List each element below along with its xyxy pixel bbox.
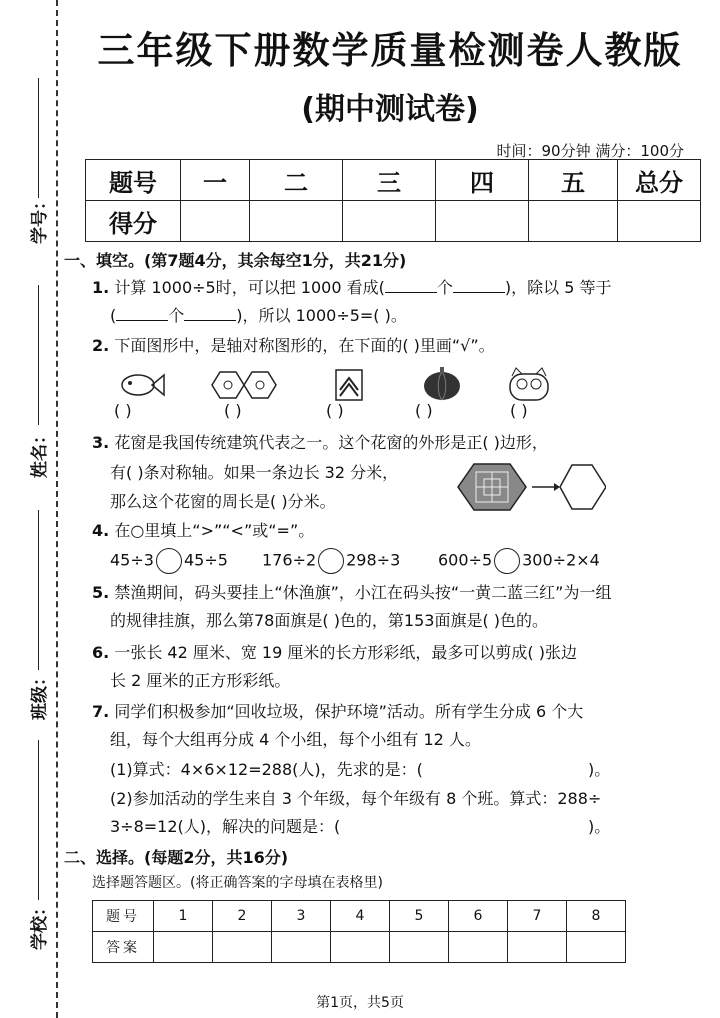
binding-margin — [0, 0, 52, 1018]
question-7-cont: 组，每个大组再分成 4 个小组，每个小组有 12 人。 — [110, 730, 481, 749]
answer-table — [92, 900, 626, 963]
question-number-cell: 5 — [390, 901, 449, 932]
answer-table-header: 题号 — [93, 901, 154, 932]
question-6: 6. 一张长 42 厘米、宽 19 厘米的长方形彩纸，最多可以剪成( )张边 — [92, 643, 577, 662]
compare-circle[interactable] — [156, 548, 182, 574]
question-7-part1-end: )。 — [588, 760, 611, 779]
score-cell[interactable] — [436, 201, 529, 242]
score-table — [85, 159, 701, 242]
score-col: 四 — [436, 160, 529, 201]
question-6-cont: 长 2 厘米的正方形彩纸。 — [110, 671, 291, 690]
question-5-cont: 的规律挂旗，那么第78面旗是( )色的，第153面旗是( )色的。 — [110, 611, 549, 630]
question-3: 3. 花窗是我国传统建筑代表之一。这个花窗的外形是正( )边形， — [92, 433, 548, 452]
question-1: 1. 计算 1000÷5时，可以把 1000 看成( 个 )，除以 5 等于 — [92, 278, 612, 297]
question-3-cont: 有( )条对称轴。如果一条边长 32 分米， — [110, 463, 399, 482]
question-number-cell: 1 — [154, 901, 213, 932]
question-7-part2-cont: 3÷8=12(人)，解决的问题是：( — [110, 817, 341, 836]
score-col: 总分 — [618, 160, 701, 201]
score-col: 一 — [181, 160, 250, 201]
page-subtitle: (期中测试卷) — [301, 92, 479, 127]
symmetry-figures — [112, 366, 592, 404]
window-figure — [456, 460, 606, 514]
score-cell[interactable] — [250, 201, 343, 242]
question-number: 3. — [92, 433, 110, 452]
answer-cell[interactable] — [154, 932, 213, 963]
name-line — [38, 285, 39, 425]
name-label: 姓名： — [30, 427, 50, 478]
answer-paren[interactable]: ( ) — [326, 401, 344, 420]
page-footer: 第1页，共5页 — [316, 995, 404, 1011]
page-title: 三年级下册数学质量检测卷人教版 — [97, 29, 683, 72]
class-line — [38, 510, 39, 670]
score-col: 三 — [343, 160, 436, 201]
answer-cell[interactable] — [272, 932, 331, 963]
question-number-cell: 7 — [508, 901, 567, 932]
question-3-cont: 那么这个花窗的周长是( )分米。 — [110, 492, 336, 511]
question-number: 1. — [92, 278, 110, 297]
question-5: 5. 禁渔期间，码头要挂上“休渔旗”，小江在码头按“一黄二蓝三红”为一组 — [92, 583, 612, 602]
answer-paren[interactable]: ( ) — [415, 401, 433, 420]
answer-blank[interactable] — [184, 306, 236, 321]
compare-circle[interactable] — [318, 548, 344, 574]
exam-meta: 时间：90分钟 满分：100分 — [496, 142, 684, 160]
answer-paren[interactable]: ( ) — [510, 401, 528, 420]
score-cell[interactable] — [181, 201, 250, 242]
fish-icon — [122, 375, 164, 395]
question-number-cell: 3 — [272, 901, 331, 932]
compare-item: 600÷5 300÷2×4 — [438, 548, 600, 574]
question-number: 2. — [92, 336, 110, 355]
student-id-label: 学号： — [30, 193, 50, 244]
answer-blank[interactable] — [453, 278, 505, 293]
question-7-part2-end: )。 — [588, 817, 611, 836]
question-7-part1: (1)算式：4×6×12=288(人)，先求的是：( — [110, 760, 423, 779]
answer-paren[interactable]: ( ) — [224, 401, 242, 420]
class-label: 班级： — [30, 669, 50, 720]
question-7: 7. 同学们积极参加“回收垃圾，保护环境”活动。所有学生分成 6 个大 — [92, 702, 584, 721]
compare-item: 45÷3 45÷5 — [110, 548, 228, 574]
student-id-line — [38, 78, 39, 198]
answer-cell[interactable] — [390, 932, 449, 963]
hexagon-icon — [560, 465, 606, 509]
answer-blank[interactable] — [385, 278, 437, 293]
arrow-square-icon — [336, 370, 362, 400]
section1-heading: 一、填空。(第7题4分，其余每空1分，共21分) — [64, 251, 407, 270]
question-7-part2: (2)参加活动的学生来自 3 个年级，每个年级有 8 个班。算式：288÷ — [110, 789, 602, 808]
score-col: 二 — [250, 160, 343, 201]
school-label: 学校： — [30, 899, 50, 950]
score-row-label: 得分 — [86, 201, 181, 242]
question-number-cell: 2 — [213, 901, 272, 932]
answer-cell[interactable] — [331, 932, 390, 963]
question-number: 5. — [92, 583, 110, 602]
question-number: 4. — [92, 521, 110, 540]
answer-cell[interactable] — [567, 932, 626, 963]
score-col: 五 — [529, 160, 618, 201]
answer-cell[interactable] — [449, 932, 508, 963]
question-number-cell: 8 — [567, 901, 626, 932]
question-number: 6. — [92, 643, 110, 662]
section2-heading: 二、选择。(每题2分，共16分) — [64, 848, 289, 867]
score-cell[interactable] — [529, 201, 618, 242]
answer-paren[interactable]: ( ) — [114, 401, 132, 420]
question-2: 2. 下面图形中，是轴对称图形的，在下面的( )里画“√”。 — [92, 336, 495, 355]
pumpkin-icon — [424, 367, 460, 400]
score-cell[interactable] — [343, 201, 436, 242]
owl-icon — [510, 368, 548, 400]
answer-cell[interactable] — [213, 932, 272, 963]
question-number-cell: 4 — [331, 901, 390, 932]
compare-item: 176÷2 298÷3 — [262, 548, 400, 574]
answer-row-label: 答案 — [93, 932, 154, 963]
section2-note: 选择题答题区。(将正确答案的字母填在表格里) — [92, 875, 383, 891]
question-1-cont: ( 个 )，所以 1000÷5=( )。 — [110, 306, 407, 325]
answer-blank[interactable] — [116, 306, 168, 321]
question-number: 7. — [92, 702, 110, 721]
hexagon-pair-icon — [212, 372, 276, 398]
question-number-cell: 6 — [449, 901, 508, 932]
score-cell[interactable] — [618, 201, 701, 242]
cut-line — [56, 0, 58, 1018]
question-4: 4. 在○里填上“>”“<”或“=”。 — [92, 521, 315, 540]
answer-cell[interactable] — [508, 932, 567, 963]
school-line — [38, 740, 39, 900]
score-header: 题号 — [86, 160, 181, 201]
compare-circle[interactable] — [494, 548, 520, 574]
